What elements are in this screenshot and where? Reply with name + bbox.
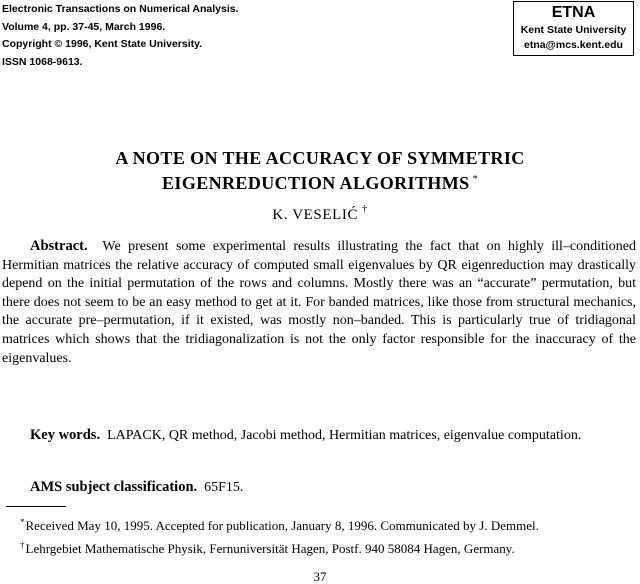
- keywords-text: LAPACK, QR method, Jacobi method, Hermitian matrices, eigenvalue computation.: [107, 428, 582, 443]
- page-number: 37: [313, 569, 327, 584]
- etna-title: ETNA: [551, 4, 596, 21]
- etna-university: Kent State University: [520, 24, 627, 36]
- footnotes: [2, 514, 636, 557]
- ams-classification: [2, 478, 636, 498]
- journal-issn: ISSN 1068-9613.: [2, 55, 83, 68]
- footnote-mark: *: [20, 517, 25, 527]
- journal-header: [2, 1, 239, 71]
- keywords-label: Key words.: [30, 427, 101, 443]
- footnote-affiliation: [2, 537, 636, 557]
- footnote-divider: [6, 506, 66, 507]
- journal-copyright: Copyright © 1996, Kent State University.: [2, 38, 203, 51]
- paper-title-line-2: EIGENREDUCTION ALGORITHMS: [162, 173, 470, 193]
- footnote-text: Lehrgebiet Mathematische Physik, Fernuniversität Hagen, Postf. 940 58084 Hagen, Germany.: [25, 541, 515, 556]
- paper-title-line-1: A NOTE ON THE ACCURACY OF SYMMETRIC: [115, 148, 525, 168]
- paper-title: [0, 147, 640, 194]
- title-footnote-mark[interactable]: *: [472, 174, 478, 185]
- author-footnote-mark[interactable]: †: [362, 204, 368, 215]
- etna-box: [513, 1, 634, 56]
- abstract-label: Abstract.: [30, 238, 88, 254]
- footnote-text: Received May 10, 1995. Accepted for publication, January 8, 1996. Communicated by J. Demmel.: [25, 518, 539, 533]
- footnote-mark: †: [20, 540, 25, 550]
- ams-label: AMS subject classification.: [30, 479, 198, 495]
- author: [0, 201, 640, 224]
- ams-text: 65F15.: [204, 480, 244, 495]
- keywords: [2, 426, 636, 446]
- journal-name: Electronic Transactions on Numerical Analysis.: [2, 3, 239, 15]
- author-name: K. VESELIĆ: [272, 207, 359, 223]
- journal-volume: Volume 4, pp. 37-45, March 1996.: [2, 20, 166, 33]
- abstract: [2, 237, 636, 368]
- abstract-text: We present some experimental results illustrating the fact that on highly ill–conditioned Hermitian matrices the relative accuracy of computed small eigenvalues by QR eigenreduction may drastically depend on the initial permutation of the rows and columns. Mostly there was an “accurate” permutation, but there does not seem to be an easy method to get at it. For banded matrices, like those from structural mechanics, the accurate pre–permutation, if it existed, was mostly non–banded. This is particularly true of tridiagonal matrices which shows that the tridiagonalization is not the only factor responsible for the inaccuracy of the eigenvalues.: [2, 239, 637, 366]
- etna-email[interactable]: etna@mcs.kent.edu: [524, 39, 623, 51]
- footnote-received: [2, 514, 636, 534]
